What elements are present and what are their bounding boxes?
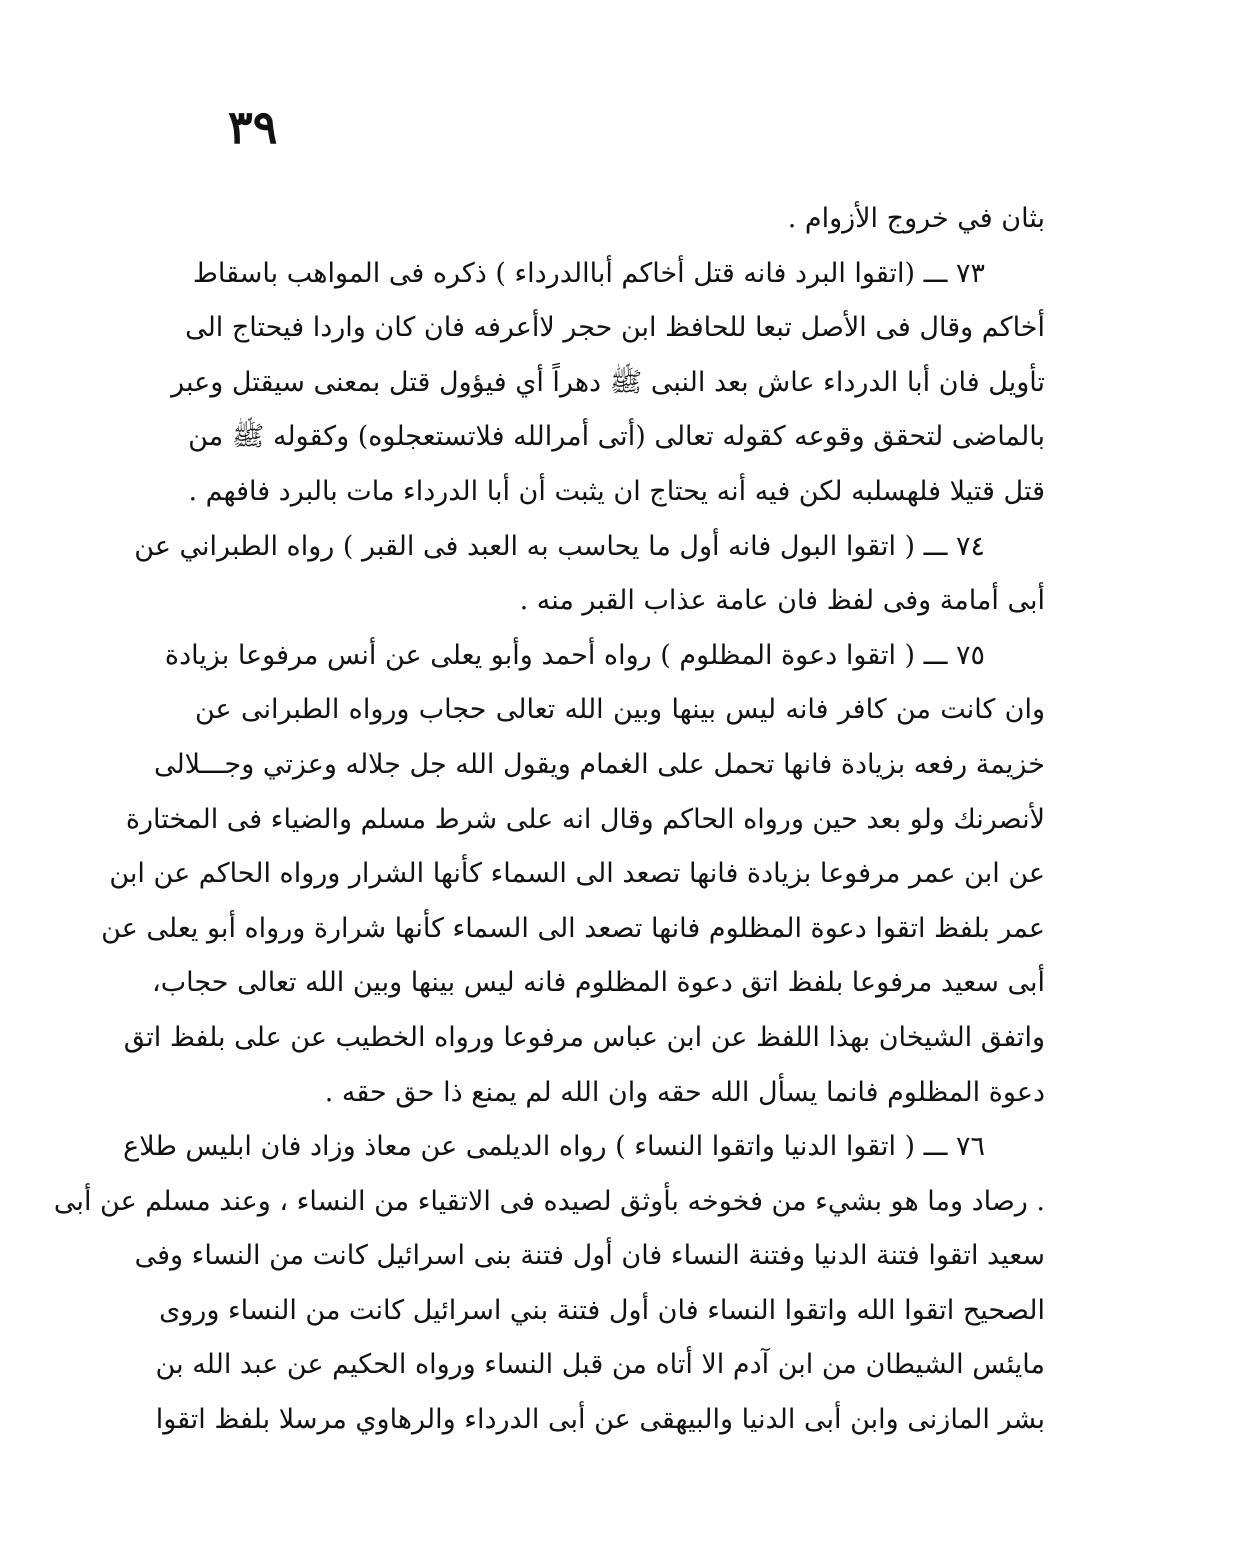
text-line: واتفق الشيخان بهذا اللفظ عن ابن عباس مرفوعا ورواه الخطيب عن على بلفظ اتق	[123, 1021, 1045, 1053]
text-line: تأويل فان أبا الدرداء عاش بعد النبى ﷺ دهراً أي فيؤول قتل بمعنى سيقتل وعبر	[171, 366, 1045, 398]
text-line: لأنصرنك ولو بعد حين ورواه الحاكم وقال انه على شرط مسلم والضياء فى المختارة	[125, 803, 1045, 835]
text-line: دعوة المظلوم فانما يسأل الله حقه وان الله لم يمنع ذا حق حقه .	[324, 1076, 1045, 1108]
text-line: سعيد اتقوا فتنة الدنيا وفتنة النساء فان أول فتنة بنى اسرائيل كانت من النساء وفى	[134, 1240, 1045, 1272]
text-line: بشر المازنى وابن أبى الدنيا والبيهقى عن أبى الدرداء والرهاوي مرسلا بلفظ اتقوا	[155, 1404, 1045, 1436]
text-line: الصحيح اتقوا الله واتقوا النساء فان أول فتنة بني اسرائيل كانت من النساء وروى	[159, 1294, 1045, 1326]
hadith-76-heading-line: ٧٦ ـــ ( اتقوا الدنيا واتقوا النساء ) رواه الديلمى عن معاذ وزاد فان ابليس طلاع	[123, 1131, 985, 1163]
body-text	[53, 192, 1045, 1448]
hadith-74-heading-line: ٧٤ ـــ ( اتقوا البول فانه أول ما يحاسب به العبد فى القبر ) رواه الطبراني عن	[134, 530, 985, 562]
text-line: أخاكم وقال فى الأصل تبعا للحافظ ابن حجر لاأعرفه فان كان واردا فيحتاج الى	[185, 312, 1045, 344]
text-line: وان كانت من كافر فانه ليس بينها وبين الله تعالى حجاب ورواه الطبرانى عن	[195, 694, 1045, 726]
text-line: خزيمة رفعه بزيادة فانها تحمل على الغمام ويقول الله جل جلاله وعزتي وجـــلالى	[153, 748, 1045, 780]
text-line: عن ابن عمر مرفوعا بزيادة فانها تصعد الى السماء كأنها الشرار ورواه الحاكم عن ابن	[109, 858, 1045, 890]
text-line: أبى أمامة وفى لفظ فان عامة عذاب القبر منه .	[519, 585, 1045, 617]
hadith-73-heading-line: ٧٣ ـــ (اتقوا البرد فانه قتل أخاكم أباالدرداء ) ذكره فى المواهب باسقاط	[192, 257, 985, 289]
hadith-75-heading-line: ٧٥ ـــ ( اتقوا دعوة المظلوم ) رواه أحمد وأبو يعلى عن أنس مرفوعا بزيادة	[164, 639, 985, 671]
text-line: . رصاد وما هو بشيء من فخوخه بأوثق لصيده فى الاتقياء من النساء ، وعند مسلم عن أبى	[53, 1185, 1045, 1217]
text-line: عمر بلفظ اتقوا دعوة المظلوم فانها تصعد الى السماء كأنها شرارة ورواه أبو يعلى عن	[101, 912, 1045, 944]
text-line: أبى سعيد مرفوعا بلفظ اتق دعوة المظلوم فانه ليس بينها وبين الله تعالى حجاب،	[152, 967, 1045, 999]
page-number: ٣٩	[228, 100, 278, 154]
text-line: مايئس الشيطان من ابن آدم الا أتاه من قبل النساء ورواه الحكيم عن عبد الله بن	[155, 1349, 1045, 1381]
text-line: بالماضى لتحقق وقوعه كقوله تعالى (أتى أمرالله فلاتستعجلوه) وكقوله ﷺ من	[188, 421, 1045, 453]
text-line: بثان في خروج الأزوام .	[787, 203, 1045, 234]
text-line: قتل قتيلا فلهسلبه لكن فيه أنه يحتاج ان يثبت أن أبا الدرداء مات بالبرد فافهم .	[188, 475, 1045, 507]
